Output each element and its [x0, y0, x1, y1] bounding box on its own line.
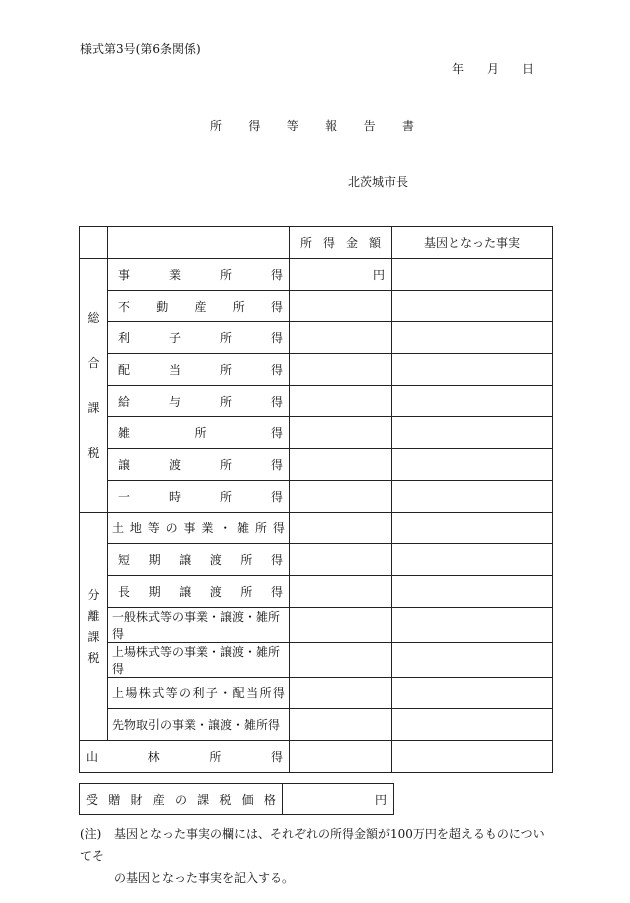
table-row [80, 354, 553, 386]
table-row [80, 290, 553, 322]
amount-field[interactable] [290, 449, 392, 481]
row-label: 先物取引の事業・譲渡・雑所得 [108, 709, 290, 741]
group-label-bunri: 分 離 課 税 [80, 512, 108, 740]
gift-label: 受 贈 財 産 の 課 税 価 格 [80, 784, 283, 815]
amount-field[interactable] [290, 354, 392, 386]
table-row [80, 740, 553, 772]
cause-field[interactable] [392, 740, 553, 772]
amount-field[interactable] [290, 740, 392, 772]
cause-field[interactable] [392, 642, 553, 677]
amount-field[interactable] [290, 642, 392, 677]
row-label: 土 地 等 の 事 業 ・ 雑 所 得 [108, 512, 290, 544]
date-year: 年 [452, 62, 465, 76]
table-row [80, 677, 553, 709]
header-blank-cell [80, 227, 108, 259]
cause-field[interactable] [392, 385, 553, 417]
gift-table [79, 783, 394, 815]
row-label: 配 当 所 得 [108, 354, 290, 386]
cause-field[interactable] [392, 575, 553, 607]
row-label: 事 業 所 得 [108, 259, 290, 291]
row-label: 上場株式等の事業・譲渡・雑所得 [108, 642, 290, 677]
document-title [210, 117, 414, 134]
footnote-mark: (注) [80, 827, 102, 841]
cause-field[interactable] [392, 259, 553, 291]
amount-field[interactable] [290, 575, 392, 607]
table-row [80, 709, 553, 741]
row-label-sanrin: 山 林 所 得 [80, 740, 290, 772]
cause-field[interactable] [392, 290, 553, 322]
amount-field[interactable] [290, 512, 392, 544]
amount-field[interactable] [290, 480, 392, 512]
cause-field[interactable] [392, 480, 553, 512]
amount-field[interactable] [290, 290, 392, 322]
gift-amount-field[interactable]: 円 [283, 784, 394, 815]
table-row [80, 607, 553, 642]
table-row [80, 385, 553, 417]
cause-field[interactable] [392, 354, 553, 386]
amount-field[interactable] [290, 677, 392, 709]
table-row [80, 322, 553, 354]
row-label: 利 子 所 得 [108, 322, 290, 354]
table-header-row [80, 227, 553, 259]
title-char: 報 [325, 119, 338, 133]
table-row [80, 544, 553, 576]
table-row [80, 417, 553, 449]
amount-field[interactable] [290, 709, 392, 741]
amount-field[interactable] [290, 417, 392, 449]
table-row [80, 449, 553, 481]
table-row [80, 480, 553, 512]
group-label-sogo: 総 合 課 税 [80, 259, 108, 513]
row-label: 給 与 所 得 [108, 385, 290, 417]
header-blank-cell [108, 227, 290, 259]
header-cause: 基因となった事実 [392, 227, 553, 259]
row-label: 一般株式等の事業・譲渡・雑所得 [108, 607, 290, 642]
amount-field[interactable] [290, 544, 392, 576]
date-month: 月 [486, 62, 499, 76]
row-label: 長 期 譲 渡 所 得 [108, 575, 290, 607]
cause-field[interactable] [392, 607, 553, 642]
footnote-line2: の基因となった事実を記入する。 [114, 871, 295, 885]
amount-field[interactable] [290, 607, 392, 642]
header-amount: 所 得 金 額 [290, 227, 392, 259]
title-char: 等 [286, 119, 299, 133]
row-label: 雑 所 得 [108, 417, 290, 449]
cause-field[interactable] [392, 677, 553, 709]
row-label: 譲 渡 所 得 [108, 449, 290, 481]
row-label: 上 場 株 式 等 の 利 子 ・ 配 当 所 得 [108, 677, 290, 709]
form-number: 様式第3号(第6条関係) [80, 42, 201, 56]
table-row [80, 512, 553, 544]
date-day: 日 [521, 62, 534, 76]
row-label: 一 時 所 得 [108, 480, 290, 512]
row-label: 短 期 譲 渡 所 得 [108, 544, 290, 576]
cause-field[interactable] [392, 709, 553, 741]
cause-field[interactable] [392, 322, 553, 354]
table-row [80, 259, 553, 291]
cause-field[interactable] [392, 512, 553, 544]
title-char: 告 [363, 119, 376, 133]
addressee: 北茨城市長 [348, 175, 409, 189]
footnote-line1: 基因となった事実の欄には、それぞれの所得金額が100万円を超えるものについてそ [80, 827, 545, 863]
title-char: 所 [210, 119, 223, 133]
gift-row [80, 784, 394, 815]
cause-field[interactable] [392, 417, 553, 449]
cause-field[interactable] [392, 449, 553, 481]
amount-field[interactable]: 円 [290, 259, 392, 291]
title-char: 得 [248, 119, 261, 133]
date-line [452, 60, 534, 77]
footnote [80, 823, 550, 889]
table-row [80, 642, 553, 677]
row-label: 不 動 産 所 得 [108, 290, 290, 322]
amount-field[interactable] [290, 385, 392, 417]
title-char: 書 [401, 119, 414, 133]
amount-field[interactable] [290, 322, 392, 354]
income-table [79, 226, 553, 773]
table-row [80, 575, 553, 607]
cause-field[interactable] [392, 544, 553, 576]
